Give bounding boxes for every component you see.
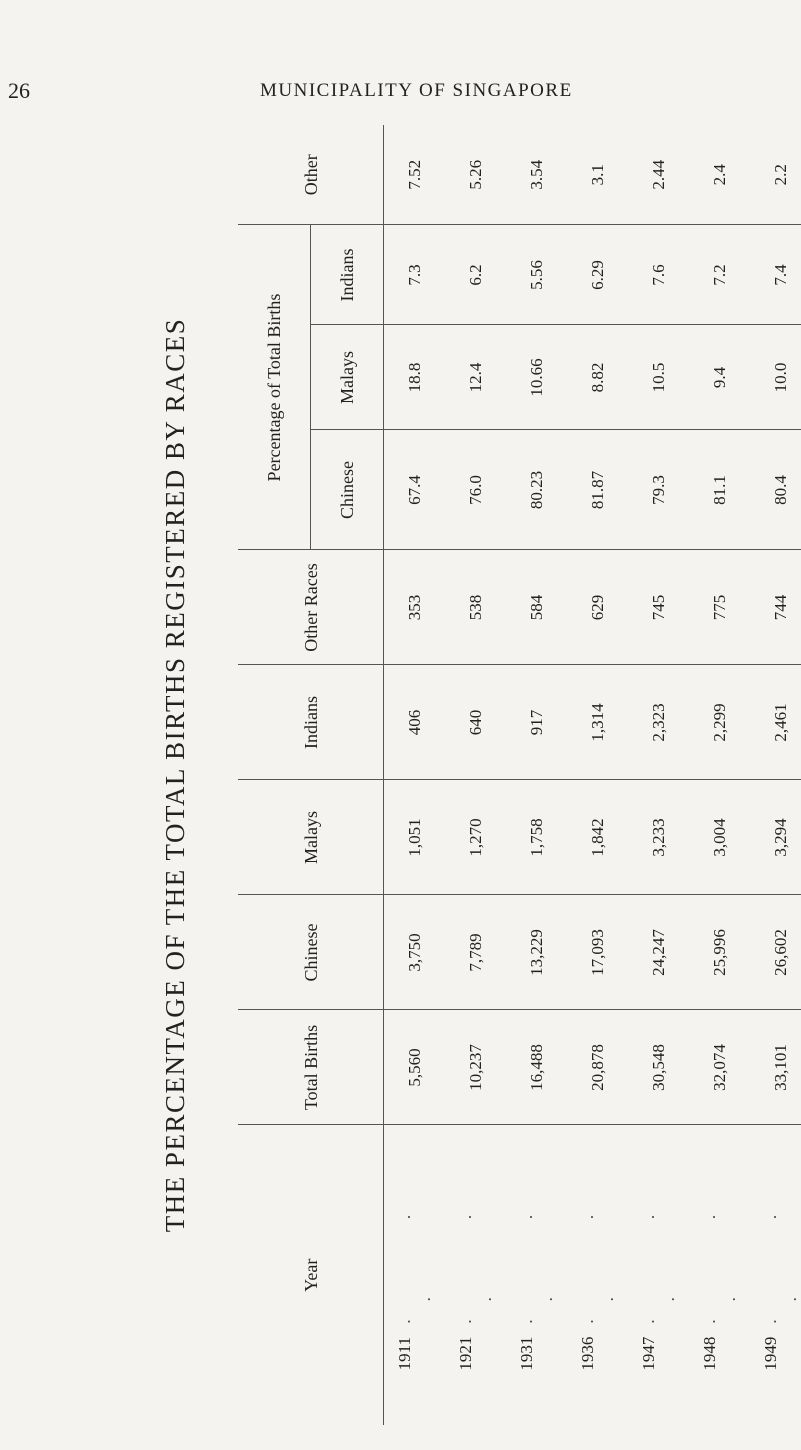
header-pct-indians: Indians bbox=[311, 225, 384, 325]
malays-cell: 3,294 bbox=[750, 780, 801, 895]
pct-malays-cell: 9.4 bbox=[689, 325, 750, 430]
pct-chinese-cell: 76.0 bbox=[445, 430, 506, 550]
chinese-cell: 24,247 bbox=[628, 895, 689, 1010]
total-births-cell: 5,560 bbox=[384, 1010, 446, 1125]
other-races-cell: 629 bbox=[567, 550, 628, 665]
other-cell: 3.1 bbox=[567, 125, 628, 225]
pct-chinese-cell: 81.1 bbox=[689, 430, 750, 550]
other-races-cell: 584 bbox=[506, 550, 567, 665]
pct-malays-cell: 10.0 bbox=[750, 325, 801, 430]
year-value: 1936 bbox=[577, 1336, 597, 1371]
pct-chinese-cell: 67.4 bbox=[384, 430, 446, 550]
table-row bbox=[567, 125, 628, 1425]
year-cell bbox=[384, 1125, 446, 1425]
total-births-cell: 10,237 bbox=[445, 1010, 506, 1125]
pct-malays-cell: 10.5 bbox=[628, 325, 689, 430]
table-title: THE PERCENTAGE OF THE TOTAL BIRTHS REGISTERED BY RACES bbox=[160, 317, 190, 1233]
leader-dots: . . . bbox=[394, 1166, 434, 1324]
header-pct-chinese: Chinese bbox=[311, 430, 384, 550]
year-cell bbox=[689, 1125, 750, 1425]
total-births-cell: 32,074 bbox=[689, 1010, 750, 1125]
indians-cell: 1,314 bbox=[567, 665, 628, 780]
malays-cell: 3,004 bbox=[689, 780, 750, 895]
year-value: 1947 bbox=[638, 1336, 658, 1371]
indians-cell: 640 bbox=[445, 665, 506, 780]
year-value: 1921 bbox=[455, 1336, 475, 1371]
other-cell: 3.54 bbox=[506, 125, 567, 225]
other-races-cell: 775 bbox=[689, 550, 750, 665]
chinese-cell: 17,093 bbox=[567, 895, 628, 1010]
rotated-table-block bbox=[160, 125, 800, 1425]
year-cell bbox=[567, 1125, 628, 1425]
year-value: 1949 bbox=[760, 1336, 780, 1371]
year-value: 1931 bbox=[516, 1336, 536, 1371]
indians-cell: 2,323 bbox=[628, 665, 689, 780]
chinese-cell: 25,996 bbox=[689, 895, 750, 1010]
other-races-cell: 744 bbox=[750, 550, 801, 665]
malays-cell: 1,051 bbox=[384, 780, 446, 895]
table-row bbox=[628, 125, 689, 1425]
births-by-race-table bbox=[238, 125, 801, 1425]
chinese-cell: 26,602 bbox=[750, 895, 801, 1010]
year-cell bbox=[506, 1125, 567, 1425]
header-year: Year bbox=[238, 1125, 384, 1425]
pct-indians-cell: 7.2 bbox=[689, 225, 750, 325]
header-other-races: Other Races bbox=[238, 550, 384, 665]
pct-chinese-cell: 80.23 bbox=[506, 430, 567, 550]
pct-malays-cell: 10.66 bbox=[506, 325, 567, 430]
indians-cell: 2,299 bbox=[689, 665, 750, 780]
chinese-cell: 7,789 bbox=[445, 895, 506, 1010]
leader-dots: . . . bbox=[699, 1166, 739, 1324]
header-pct-malays: Malays bbox=[311, 325, 384, 430]
chinese-cell: 3,750 bbox=[384, 895, 446, 1010]
pct-indians-cell: 6.29 bbox=[567, 225, 628, 325]
pct-malays-cell: 18.8 bbox=[384, 325, 446, 430]
pct-indians-cell: 7.4 bbox=[750, 225, 801, 325]
other-races-cell: 353 bbox=[384, 550, 446, 665]
running-head: MUNICIPALITY OF SINGAPORE bbox=[260, 80, 573, 101]
header-indians: Indians bbox=[238, 665, 384, 780]
other-cell: 2.44 bbox=[628, 125, 689, 225]
other-cell: 5.26 bbox=[445, 125, 506, 225]
pct-chinese-cell: 80.4 bbox=[750, 430, 801, 550]
chinese-cell: 13,229 bbox=[506, 895, 567, 1010]
total-births-cell: 33,101 bbox=[750, 1010, 801, 1125]
other-cell: 2.2 bbox=[750, 125, 801, 225]
table-row bbox=[384, 125, 446, 1425]
pct-malays-cell: 12.4 bbox=[445, 325, 506, 430]
pct-indians-cell: 7.6 bbox=[628, 225, 689, 325]
year-cell bbox=[628, 1125, 689, 1425]
total-births-cell: 30,548 bbox=[628, 1010, 689, 1125]
table-row bbox=[445, 125, 506, 1425]
other-cell: 2.4 bbox=[689, 125, 750, 225]
pct-malays-cell: 8.82 bbox=[567, 325, 628, 430]
pct-indians-cell: 7.3 bbox=[384, 225, 446, 325]
year-cell bbox=[750, 1125, 801, 1425]
total-births-cell: 16,488 bbox=[506, 1010, 567, 1125]
page-number: 26 bbox=[8, 78, 30, 103]
indians-cell: 917 bbox=[506, 665, 567, 780]
table-body bbox=[384, 125, 801, 1425]
pct-chinese-cell: 81.87 bbox=[567, 430, 628, 550]
indians-cell: 2,461 bbox=[750, 665, 801, 780]
table-row bbox=[506, 125, 567, 1425]
table-row bbox=[750, 125, 801, 1425]
header-malays: Malays bbox=[238, 780, 384, 895]
header-chinese: Chinese bbox=[238, 895, 384, 1010]
leader-dots: . . . bbox=[455, 1166, 495, 1324]
leader-dots: . . . bbox=[577, 1166, 617, 1324]
pct-chinese-cell: 79.3 bbox=[628, 430, 689, 550]
header-other: Other bbox=[238, 125, 384, 225]
indians-cell: 406 bbox=[384, 665, 446, 780]
leader-dots: . . . bbox=[638, 1166, 678, 1324]
year-cell bbox=[445, 1125, 506, 1425]
malays-cell: 1,758 bbox=[506, 780, 567, 895]
total-births-cell: 20,878 bbox=[567, 1010, 628, 1125]
year-value: 1948 bbox=[699, 1336, 719, 1371]
malays-cell: 1,842 bbox=[567, 780, 628, 895]
other-races-cell: 538 bbox=[445, 550, 506, 665]
pct-indians-cell: 6.2 bbox=[445, 225, 506, 325]
leader-dots: . . . bbox=[516, 1166, 556, 1324]
header-total-births: Total Births bbox=[238, 1010, 384, 1125]
other-cell: 7.52 bbox=[384, 125, 446, 225]
other-races-cell: 745 bbox=[628, 550, 689, 665]
leader-dots: . . . bbox=[760, 1166, 800, 1324]
malays-cell: 3,233 bbox=[628, 780, 689, 895]
malays-cell: 1,270 bbox=[445, 780, 506, 895]
year-value: 1911 bbox=[394, 1336, 414, 1371]
table-row bbox=[689, 125, 750, 1425]
pct-indians-cell: 5.56 bbox=[506, 225, 567, 325]
header-percentage-group: Percentage of Total Births bbox=[238, 225, 311, 550]
